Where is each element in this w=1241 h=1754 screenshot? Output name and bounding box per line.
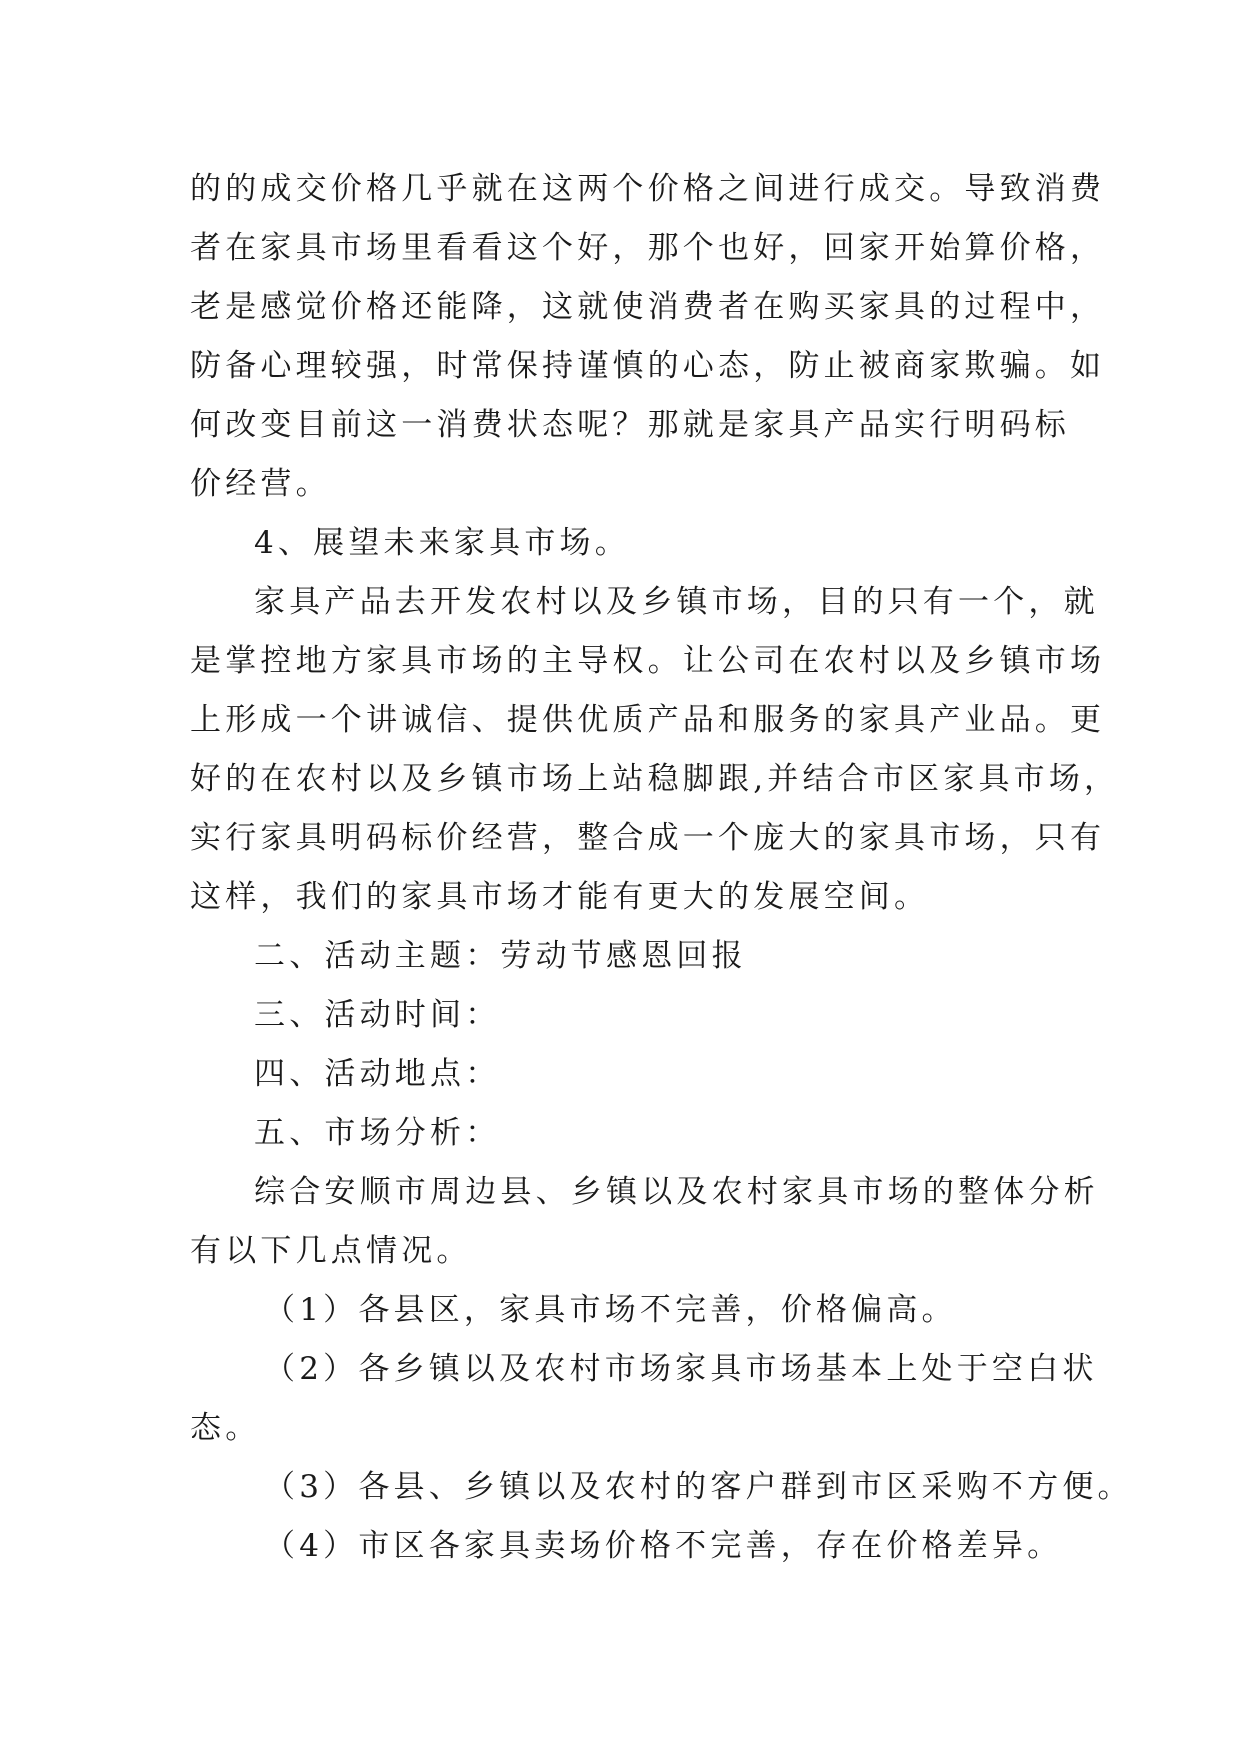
list-item: （3）各县、乡镇以及农村的客户群到市区采购不方便。 xyxy=(264,1469,1133,1505)
section-heading: 三、活动时间： xyxy=(254,997,501,1033)
text-line: 者在家具市场里看看这个好，那个也好，回家开始算价格， xyxy=(190,230,1106,266)
text-line: 何改变目前这一消费状态呢？那就是家具产品实行明码标 xyxy=(190,407,1070,443)
text-line: 老是感觉价格还能降，这就使消费者在购买家具的过程中， xyxy=(190,289,1106,325)
section-heading: 四、活动地点： xyxy=(254,1056,501,1092)
text-line: 这样，我们的家具市场才能有更大的发展空间。 xyxy=(190,879,930,915)
text-line: 防备心理较强，时常保持谨慎的心态，防止被商家欺骗。如 xyxy=(190,348,1106,384)
section-heading: 二、活动主题：劳动节感恩回报 xyxy=(254,938,747,974)
text-line: 态。 xyxy=(190,1410,261,1446)
text-line: 好的在农村以及乡镇市场上站稳脚跟,并结合市区家具市场， xyxy=(190,761,1120,797)
list-item: （2）各乡镇以及农村市场家具市场基本上处于空白状 xyxy=(264,1351,1098,1387)
list-item: （1）各县区，家具市场不完善，价格偏高。 xyxy=(264,1292,957,1328)
text-line: 综合安顺市周边县、乡镇以及农村家具市场的整体分析 xyxy=(254,1174,1099,1210)
text-line: 家具产品去开发农村以及乡镇市场，目的只有一个，就 xyxy=(254,584,1099,620)
document-body xyxy=(190,160,1133,1576)
list-item: （4）市区各家具卖场价格不完善，存在价格差异。 xyxy=(264,1528,1063,1564)
text-line: 是掌控地方家具市场的主导权。让公司在农村以及乡镇市场 xyxy=(190,643,1106,679)
text-line: 有以下几点情况。 xyxy=(190,1233,472,1269)
text-line: 的的成交价格几乎就在这两个价格之间进行成交。导致消费 xyxy=(190,171,1106,207)
text-line: 实行家具明码标价经营，整合成一个庞大的家具市场，只有 xyxy=(190,820,1106,856)
section-heading: 五、市场分析： xyxy=(254,1115,501,1151)
section-heading: 4、展望未来家具市场。 xyxy=(254,525,630,561)
text-line: 上形成一个讲诚信、提供优质产品和服务的家具产业品。更 xyxy=(190,702,1106,738)
text-line: 价经营。 xyxy=(190,466,331,502)
